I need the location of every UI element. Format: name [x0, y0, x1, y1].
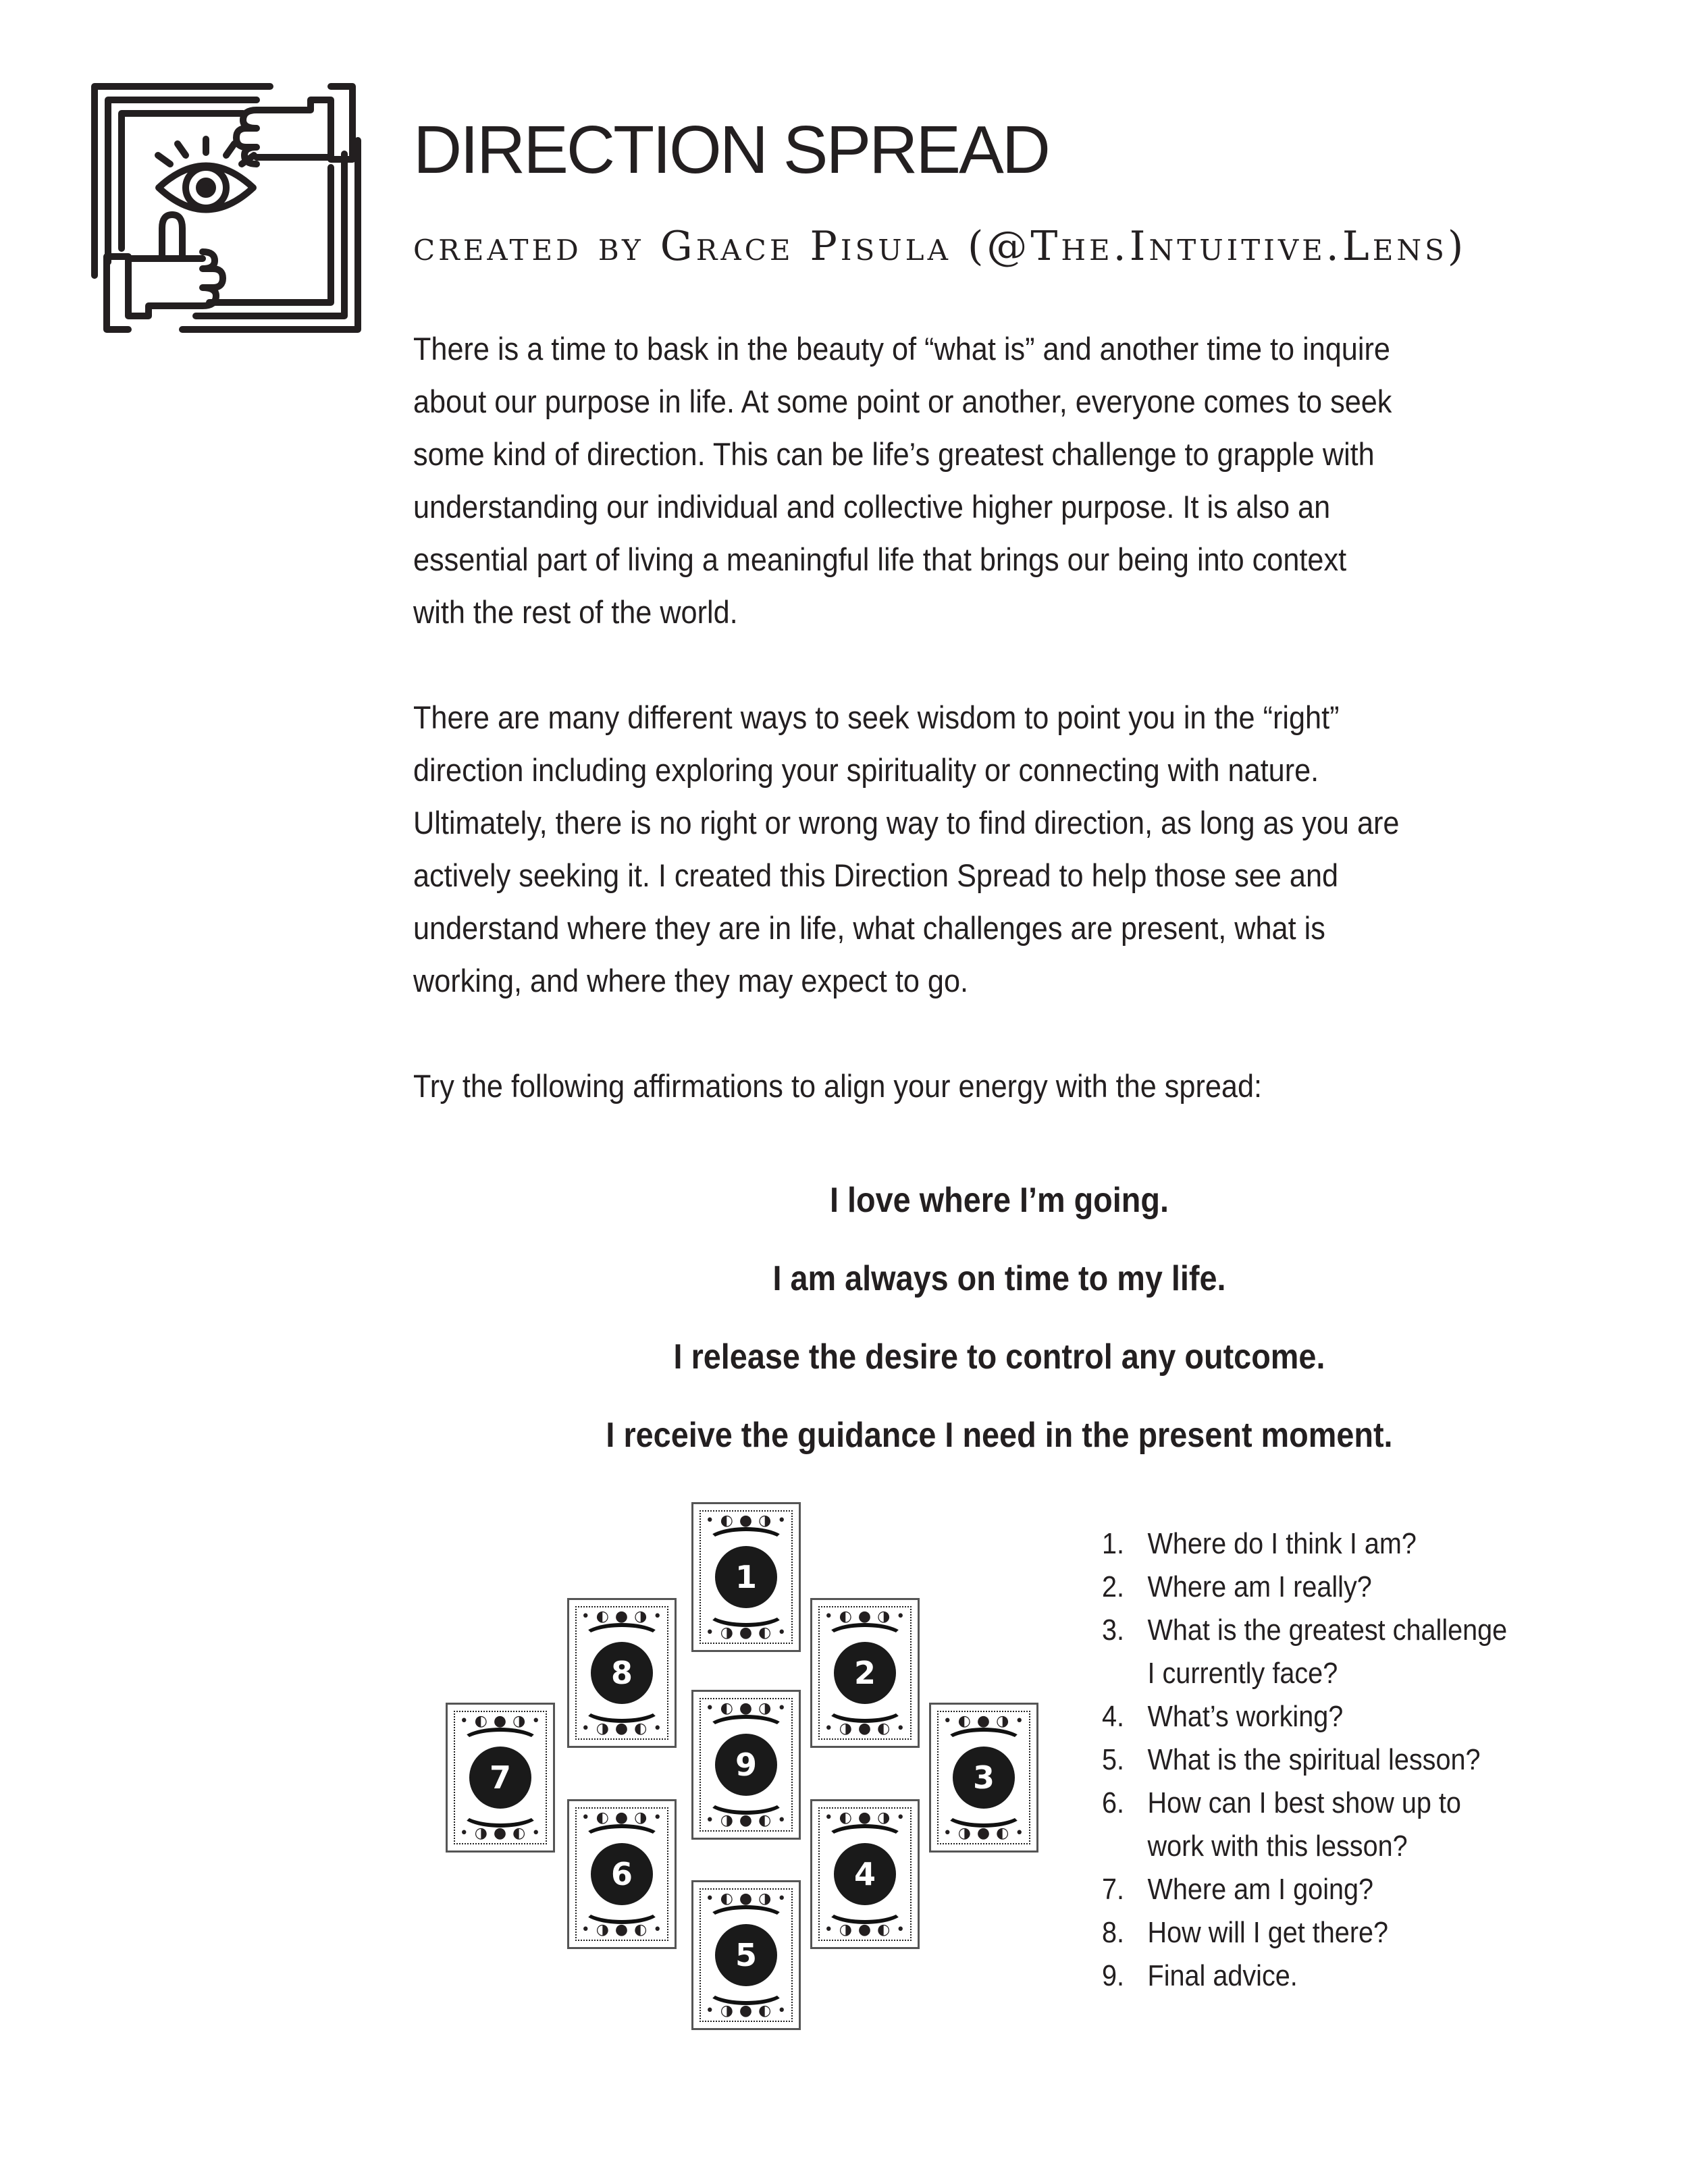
card-6 — [567, 1799, 677, 1949]
intro-line: essential part of living a meaningful life that brings our being into context — [413, 541, 1347, 577]
list-item: 3. What is the greatest challenge — [1102, 1614, 1508, 1647]
intro-line: understand where they are in life, what challenges are present, what is — [413, 910, 1325, 946]
card-number: 8 — [591, 1642, 653, 1704]
moon-phases-icon: • ◑ ● ◐ • — [824, 1720, 906, 1737]
intro-line: about our purpose in life. At some point or another, everyone comes to seek — [413, 383, 1392, 419]
moon-phases-icon: • ◐ ● ◑ • — [705, 1890, 787, 1907]
affirmation: I receive the guidance I need in the present moment. — [606, 1416, 1393, 1455]
card-number: 3 — [953, 1747, 1015, 1809]
card-8 — [567, 1598, 677, 1748]
page-subtitle: created by Grace Pisula (@The.Intuitive.Lens) — [413, 223, 1467, 270]
intro-text — [413, 323, 1528, 1113]
card-number: 1 — [715, 1546, 777, 1608]
card-3 — [929, 1703, 1038, 1853]
moon-phases-icon: • ◐ ● ◑ • — [943, 1713, 1025, 1730]
intro-line: some kind of direction. This can be life’s greatest challenge to grapple with — [413, 436, 1375, 472]
moon-phases-icon: • ◑ ● ◐ • — [705, 1812, 787, 1829]
list-item-continued: I currently face? — [1147, 1657, 1338, 1690]
moon-phases-icon: • ◑ ● ◐ • — [581, 1921, 663, 1938]
card-number: 7 — [469, 1747, 531, 1809]
intro-line: There are many different ways to seek wisdom to point you in the “right” — [413, 699, 1340, 735]
list-item: 9. Final advice. — [1102, 1959, 1298, 1992]
list-item: 8. How will I get there? — [1102, 1916, 1389, 1949]
affirmations-list — [0, 1161, 1688, 1474]
intro-line: with the rest of the world. — [413, 594, 738, 630]
moon-phases-icon: • ◑ ● ◐ • — [943, 1825, 1025, 1842]
page-title: DIRECTION SPREAD — [413, 112, 1049, 188]
card-7 — [446, 1703, 555, 1853]
intro-line: understanding our individual and collective higher purpose. It is also an — [413, 489, 1331, 525]
card-spread-diagram — [446, 1502, 1047, 2042]
card-2 — [810, 1598, 920, 1748]
list-item: 5. What is the spiritual lesson? — [1102, 1743, 1481, 1776]
card-4 — [810, 1799, 920, 1949]
moon-phases-icon: • ◐ ● ◑ • — [581, 1608, 663, 1625]
moon-phases-icon: • ◐ ● ◑ • — [824, 1809, 906, 1826]
moon-phases-icon: • ◑ ● ◐ • — [824, 1921, 906, 1938]
affirmation-prompt: Try the following affirmations to align your energy with the spread: — [413, 1068, 1263, 1104]
eye-frame-hands-icon — [88, 80, 371, 336]
intro-line: actively seeking it. I created this Direction Spread to help those see and — [413, 857, 1339, 893]
list-item: 6. How can I best show up to — [1102, 1786, 1461, 1819]
card-number: 4 — [834, 1843, 896, 1905]
affirmation: I release the desire to control any outcome. — [673, 1337, 1325, 1377]
moon-phases-icon: • ◑ ● ◐ • — [705, 1624, 787, 1641]
intro-line: There is a time to bask in the beauty of “what is” and another time to inquire — [413, 331, 1390, 367]
affirmation: I love where I’m going. — [830, 1181, 1169, 1220]
card-number: 2 — [834, 1642, 896, 1704]
moon-phases-icon: • ◑ ● ◐ • — [581, 1720, 663, 1737]
moon-phases-icon: • ◐ ● ◑ • — [705, 1512, 787, 1529]
card-1 — [691, 1502, 801, 1652]
moon-phases-icon: • ◐ ● ◑ • — [581, 1809, 663, 1826]
moon-phases-icon: • ◐ ● ◑ • — [459, 1713, 542, 1730]
position-questions-list — [1102, 1522, 1642, 1998]
intro-line: working, and where they may expect to go. — [413, 963, 969, 998]
affirmation: I am always on time to my life. — [772, 1259, 1226, 1298]
card-number: 9 — [715, 1734, 777, 1796]
moon-phases-icon: • ◐ ● ◑ • — [824, 1608, 906, 1625]
list-item-continued: work with this lesson? — [1147, 1830, 1408, 1863]
moon-phases-icon: • ◑ ● ◐ • — [459, 1825, 542, 1842]
moon-phases-icon: • ◑ ● ◐ • — [705, 2002, 787, 2019]
card-5 — [691, 1880, 801, 2030]
card-9 — [691, 1690, 801, 1840]
card-number: 6 — [591, 1843, 653, 1905]
list-item: 4. What’s working? — [1102, 1700, 1344, 1733]
list-item: 2. Where am I really? — [1102, 1570, 1372, 1603]
card-number: 5 — [715, 1924, 777, 1986]
moon-phases-icon: • ◐ ● ◑ • — [705, 1700, 787, 1717]
intro-line: direction including exploring your spirituality or connecting with nature. — [413, 752, 1319, 788]
list-item: 1. Where do I think I am? — [1102, 1527, 1417, 1560]
intro-line: Ultimately, there is no right or wrong way to find direction, as long as you are — [413, 805, 1400, 841]
list-item: 7. Where am I going? — [1102, 1873, 1374, 1906]
